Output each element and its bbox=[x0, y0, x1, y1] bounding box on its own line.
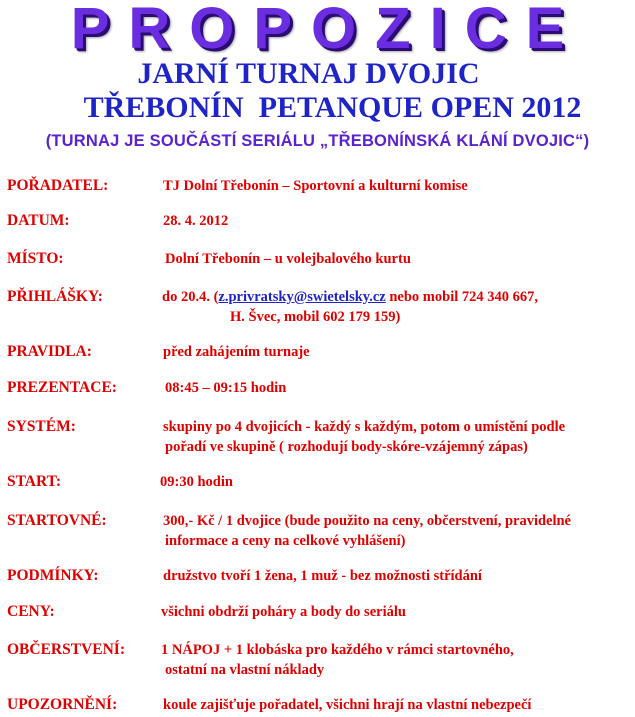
info-value-continued: informace a ceny na celkové vyhlášení) bbox=[165, 533, 406, 549]
info-label: START: bbox=[7, 473, 62, 490]
info-value: koule zajišťuje pořadatel, všichni hrají na vlastní nebezpečí bbox=[163, 697, 532, 713]
info-label: PŘIHLÁŠKY: bbox=[7, 288, 103, 305]
info-label: PRAVIDLA: bbox=[7, 343, 92, 360]
info-label: CENY: bbox=[7, 603, 55, 620]
info-label: PREZENTACE: bbox=[7, 379, 117, 396]
info-value-continued: ostatní na vlastní náklady bbox=[165, 662, 325, 678]
info-value: 08:45 – 09:15 hodin bbox=[165, 380, 287, 396]
info-label: POŘADATEL: bbox=[7, 177, 109, 194]
registration-prefix: do 20.4. ( bbox=[162, 289, 219, 305]
info-value: skupiny po 4 dvojicích - každý s každým, potom o umístění podle bbox=[163, 419, 566, 435]
info-value-continued: pořadí ve skupině ( rozhodují body-skóre-vzájemný zápas) bbox=[165, 439, 528, 455]
info-label: PODMÍNKY: bbox=[7, 567, 99, 584]
info-value bbox=[162, 287, 538, 307]
info-label: MÍSTO: bbox=[7, 250, 64, 267]
info-label: STARTOVNÉ: bbox=[7, 512, 107, 529]
registration-suffix: nebo mobil 724 340 667, bbox=[385, 289, 538, 305]
info-value: 300,- Kč / 1 dvojice (bude použito na ceny, občerstvení, pravidelné bbox=[163, 513, 571, 529]
info-label: UPOZORNĚNÍ: bbox=[7, 696, 118, 713]
info-value: 28. 4. 2012 bbox=[163, 213, 229, 229]
info-value: před zahájením turnaje bbox=[163, 344, 310, 360]
info-value: 09:30 hodin bbox=[160, 474, 233, 490]
info-label: SYSTÉM: bbox=[7, 418, 76, 435]
info-value-continued: H. Švec, mobil 602 179 159) bbox=[230, 309, 401, 325]
event-subtitle: TŘEBONÍN PETANQUE OPEN 2012 bbox=[83, 91, 582, 124]
info-label: DATUM: bbox=[7, 212, 70, 229]
info-value: všichni obdrží poháry a body do seriálu bbox=[161, 604, 406, 620]
info-value: družstvo tvoří 1 žena, 1 muž - bez možnosti střídání bbox=[163, 568, 482, 584]
series-note: (TURNAJ JE SOUČÁSTÍ SERIÁLU „TŘEBONÍNSKÁ KLÁNÍ DVOJIC“) bbox=[45, 132, 590, 150]
info-value: Dolní Třebonín – u volejbalového kurtu bbox=[165, 251, 411, 267]
info-value: TJ Dolní Třebonín – Sportovní a kulturní komise bbox=[163, 178, 468, 194]
email-link[interactable]: z.privratsky@swietelsky.cz bbox=[218, 289, 386, 305]
document-title: PROPOZICE bbox=[70, 0, 584, 61]
info-label: OBČERSTVENÍ: bbox=[7, 641, 125, 658]
info-value: 1 NÁPOJ + 1 klobáska pro každého v rámci startovného, bbox=[161, 642, 514, 658]
event-name: JARNÍ TURNAJ DVOJIC bbox=[137, 57, 480, 90]
